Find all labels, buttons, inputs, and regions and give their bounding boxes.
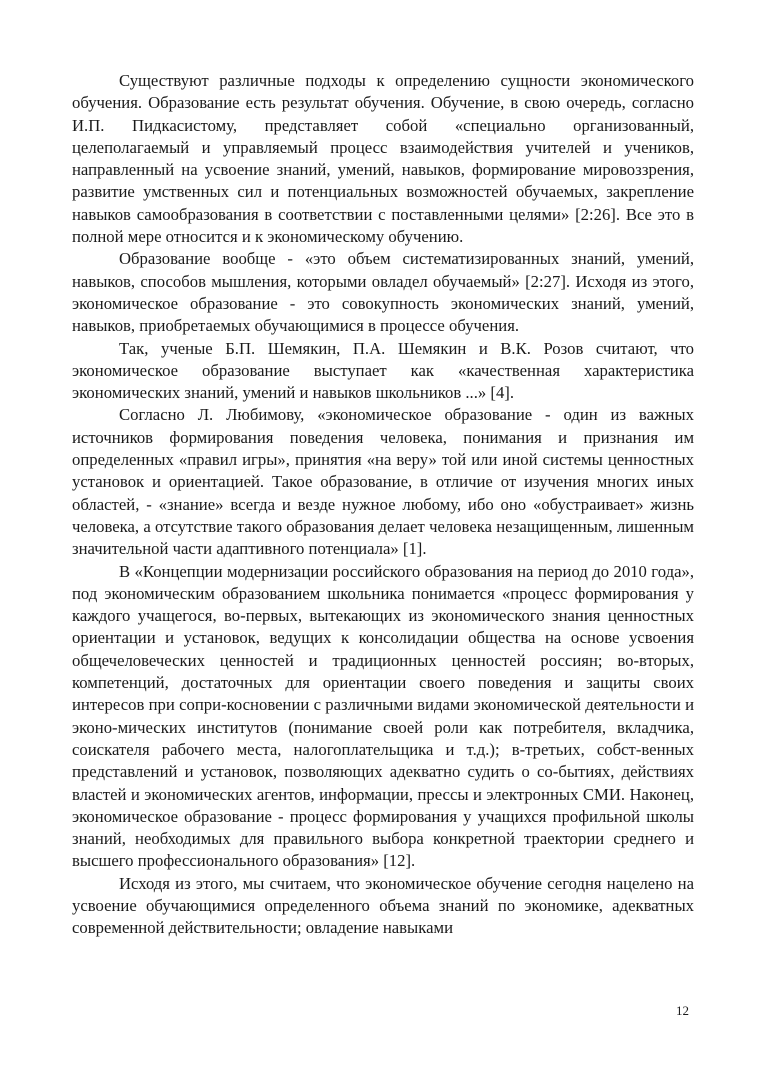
paragraph-conclusion: Исходя из этого, мы считаем, что экономическое обучение сегодня нацелено на усвоение обучающимися определенного объема знаний по экономике, адекватных современной действительности; овладение навыками	[72, 873, 694, 938]
paragraph-education-definition: Образование вообще - «это объем систематизированных знаний, умений, навыков, способов мышления, которыми овладел обучаемый» [2:27]. Исходя из этого, экономическое образование - это совокупность экономических знаний, умений, навыков, приобретаемых обучающимися в процессе обучения.	[72, 249, 694, 336]
paragraph-approaches: Существуют различные подходы к определению сущности экономического обучения. Образование есть результат обучения. Обучение, в свою очередь, согласно И.П. Пидкасистому, представляет собой «специально организованный, целеполагаемый и управляемый процесс взаимодействия учителей и учеников, направленный на усвоение знаний, умений, навыков, формирование мировоззрения, развитие умственных сил и потенциальных возможностей обучаемых, закрепление навыков самообразования в соответствии с поставленными целями» [2:26]. Все это в полной мере относится и к экономическому обучению.	[72, 71, 694, 247]
paragraph-shemyakin: Так, ученые Б.П. Шемякин, П.А. Шемякин и В.К. Розов считают, что экономическое образование выступает как «качественная характеристика экономических знаний, умений и навыков школьников ...» [4].	[72, 338, 694, 403]
body-text	[72, 70, 694, 940]
page-number: 12	[676, 1003, 689, 1018]
paragraph-modernization-concept: В «Концепции модернизации российского образования на период до 2010 года», под экономическим образованием школьника понимается «процесс формирования у каждого учащегося, во-первых, вытекающих из экономического знания ценностных ориентации и установок, ведущих к консолидации общества на основе усвоения общечеловеческих ценностей и традиционных ценностей россиян; во-вторых, компетенций, достаточных для ориентации своего поведения и защиты своих интересов при сопри-косновении с различными видами экономической деятельности и эконо-мических институтов (понимание своей роли как потребителя, вкладчика, соискателя рабочего места, налогоплательщика и т.д.); в-третьих, собст-венных представлений и установок, позволяющих адекватно судить о со-бытиях, действиях властей и экономических агентов, информации, прессы и электронных СМИ. Наконец, экономическое образование - процесс формирования у учащихся профильной школы знаний, необходимых для правильного выбора конкретной траектории среднего и высшего профессионального образования» [12].	[72, 561, 694, 871]
paragraph-lyubimov: Согласно Л. Любимову, «экономическое образование - один из важных источников формирования поведения человека, понимания и признания им определенных «правил игры», принятия «на веру» той или иной системы ценностных установок и ориентацией. Такое образование, в отличие от изучения многих иных областей, - «знание» всегда и везде нужное любому, ибо оно «обустраивает» жизнь человека, а отсутствие такого образования делает человека незащищенным, лишенным значительной части адаптивного потенциала» [1].	[72, 405, 694, 559]
